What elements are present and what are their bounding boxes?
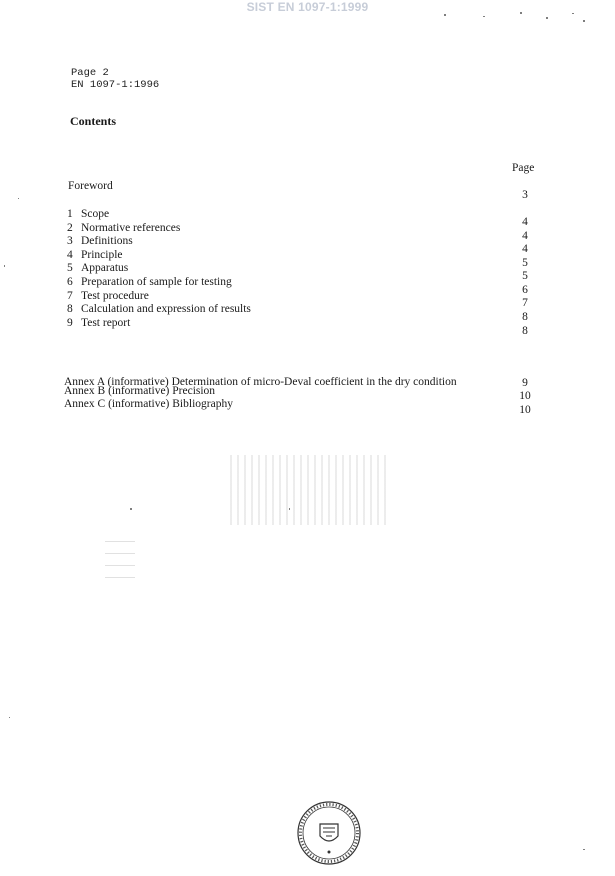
toc-section-page: 5 [522,270,528,282]
scan-ghost-marks [105,540,135,578]
page-number-label: Page 2 [71,67,109,79]
toc-annex-page: 9 [522,377,528,389]
toc-section-page: 7 [522,297,528,309]
toc-section-title: Test procedure [81,289,149,302]
toc-section [67,262,128,274]
page-column-label: Page [512,162,535,174]
toc-section [67,235,133,247]
watermark: SIST EN 1097-1:1999 [246,0,369,14]
contents-heading: Contents [70,114,117,128]
toc-annex-page: 10 [519,404,531,416]
toc-section-number: 1 [67,208,73,220]
toc-section-number: 9 [67,316,73,329]
toc-section-title: Scope [81,208,110,220]
toc-section-number: 8 [67,303,73,316]
toc-section-title: Test report [81,316,131,329]
toc-section-page: 6 [522,284,528,296]
toc-section-number: 5 [67,262,73,275]
toc-annex: Annex A (informative) Determination of micro-Deval coefficient in the dry condition [64,376,457,388]
toc-section-page: 4 [522,230,528,242]
toc-section [67,249,123,261]
toc-section [67,303,251,315]
toc-annex: Annex C (informative) Bibliography [64,398,233,410]
toc-annex-page: 10 [519,390,531,402]
toc-section-number: 6 [67,276,73,288]
toc-annex: Annex B (informative) Precision [64,385,216,397]
toc-section [67,222,180,234]
toc-section-number: 7 [67,289,73,302]
toc-section-page: 8 [522,311,528,323]
toc-section-title: Preparation of sample for testing [81,276,232,288]
toc-foreword: Foreword [68,180,113,192]
toc-section-title: Definitions [81,235,133,248]
toc-section-title: Normative references [81,221,181,234]
standard-reference: EN 1097-1:1996 [71,79,160,91]
official-seal-icon [296,800,362,870]
toc-section [67,317,130,329]
toc-section [67,208,109,220]
toc-section [67,290,149,302]
toc-section-number: 2 [67,221,73,234]
scan-ghost-text [230,455,390,525]
toc-section [67,276,232,288]
toc-section-page: 4 [522,243,528,255]
toc-section-number: 3 [67,235,73,248]
toc-section-page: 8 [522,325,528,337]
toc-section-title: Calculation and expression of results [81,303,251,316]
toc-foreword-page: 3 [522,189,528,201]
toc-section-page: 4 [522,216,528,228]
toc-section-page: 5 [522,257,528,269]
toc-section-title: Principle [81,248,123,261]
toc-section-number: 4 [67,248,73,261]
toc-section-title: Apparatus [81,262,129,275]
